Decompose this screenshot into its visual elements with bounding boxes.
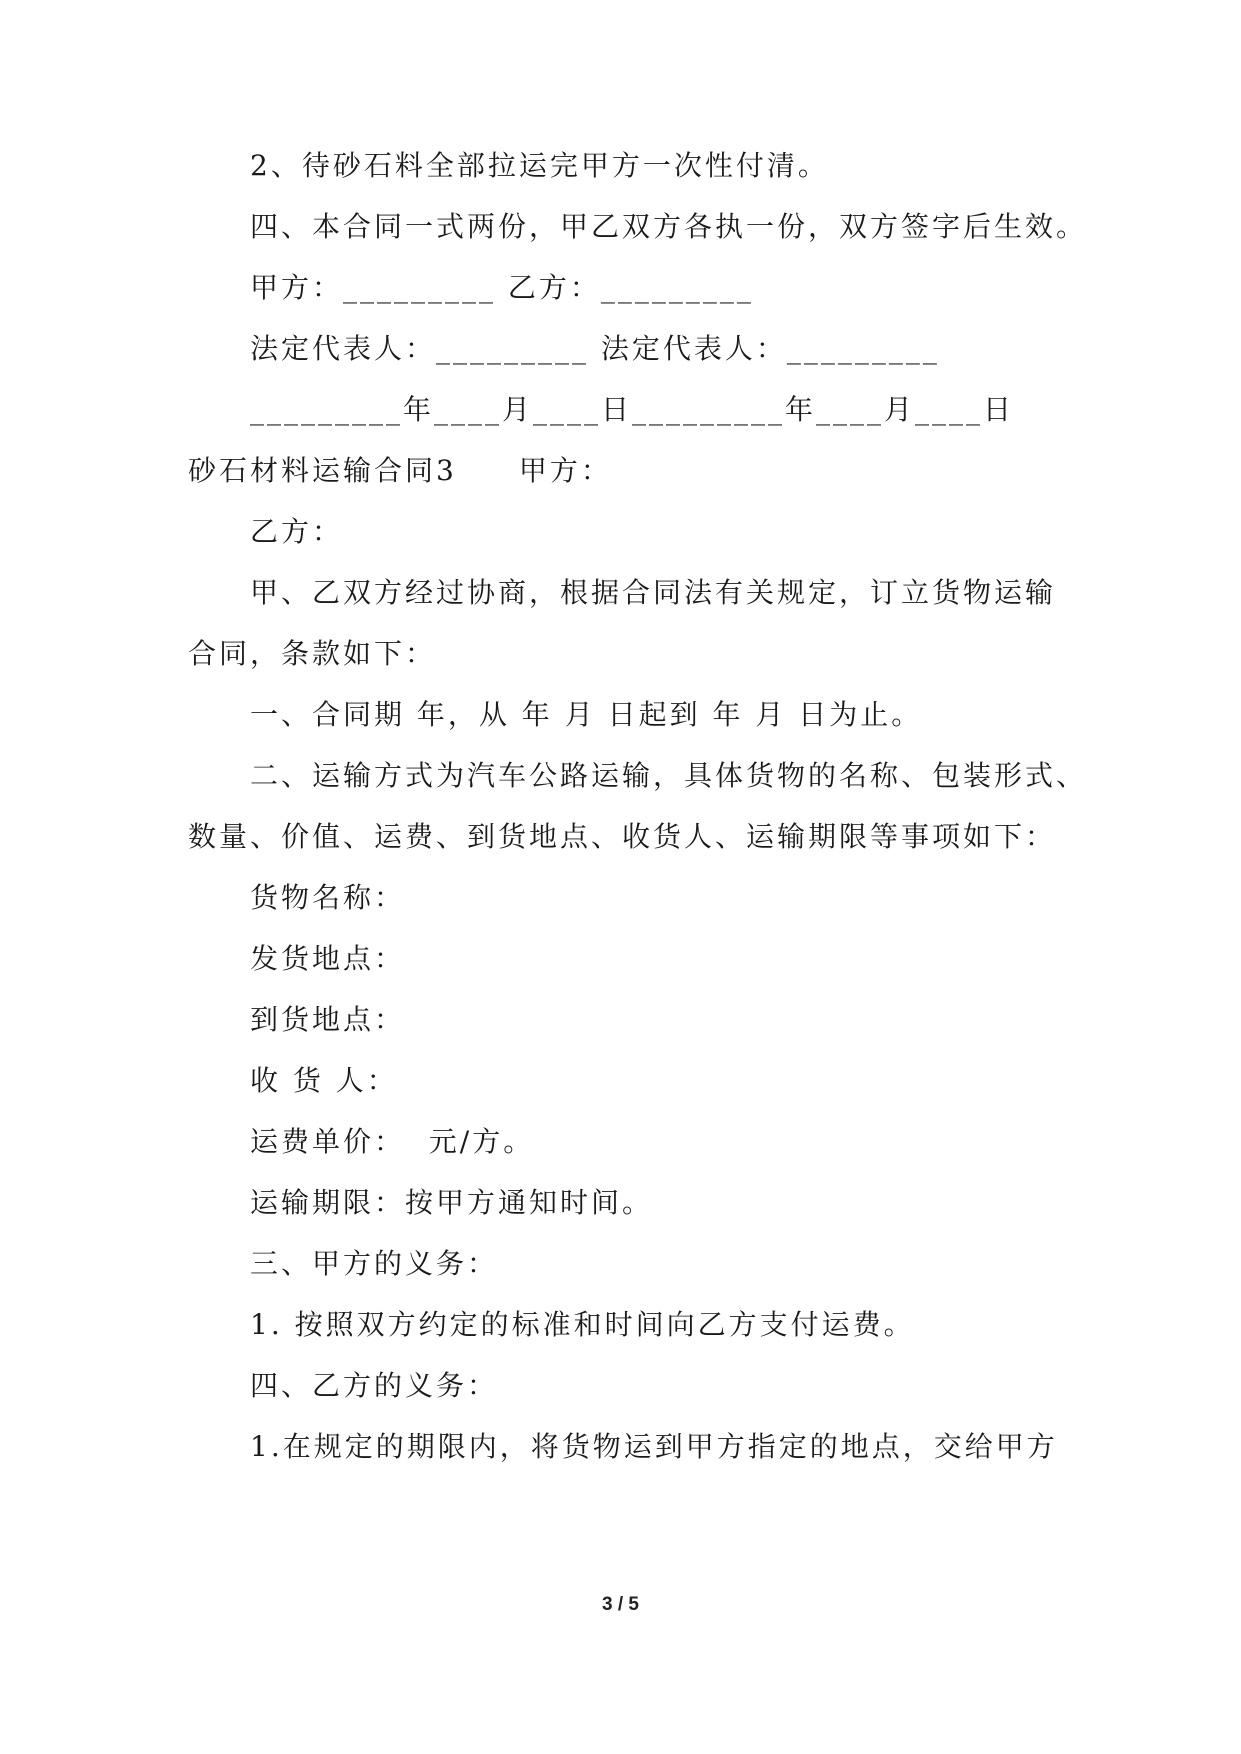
text-line: 一、合同期 年，从 年 月 日起到 年 月 日为止。 (250, 698, 923, 731)
page-number: 3 / 5 (602, 1594, 639, 1615)
text-line: 2、待砂石料全部拉运完甲方一次性付清。 (250, 149, 829, 182)
text-line: 数量、价值、运费、到货地点、收货人、运输期限等事项如下： (188, 820, 1057, 853)
text-line: 1. 按照双方约定的标准和时间向乙方支付运费。 (250, 1308, 915, 1341)
text-line: 货物名称： (250, 881, 406, 914)
text-line: 四、乙方的义务： (250, 1369, 499, 1402)
text-line: 甲、乙双方经过协商，根据合同法有关规定，订立货物运输 (250, 576, 1057, 609)
text-line: 四、本合同一式两份，甲乙双方各执一份，双方签字后生效。 (250, 210, 1088, 243)
text-line: 运输期限：按甲方通知时间。 (250, 1186, 654, 1219)
text-line: 二、运输方式为汽车公路运输，具体货物的名称、包装形式、 (250, 759, 1088, 792)
text-line: _________年____月____日_________年____月____日 (250, 393, 1015, 426)
text-line: 1.在规定的期限内，将货物运到甲方指定的地点，交给甲方 (250, 1430, 1058, 1463)
text-line: 乙方： (250, 515, 344, 548)
text-line: 到货地点： (250, 1003, 406, 1036)
text-line: 发货地点： (250, 942, 406, 975)
text-line: 运费单价： 元/方。 (250, 1125, 535, 1158)
text-line: 合同，条款如下： (188, 637, 437, 670)
text-line: 收 货 人： (250, 1064, 398, 1097)
text-line: 三、甲方的义务： (250, 1247, 499, 1280)
text-line: 法定代表人：_________ 法定代表人：_________ (250, 332, 940, 365)
text-line: 甲方：_________ 乙方：_________ (250, 271, 754, 304)
section-title: 砂石材料运输合同3 甲方： (188, 454, 612, 487)
